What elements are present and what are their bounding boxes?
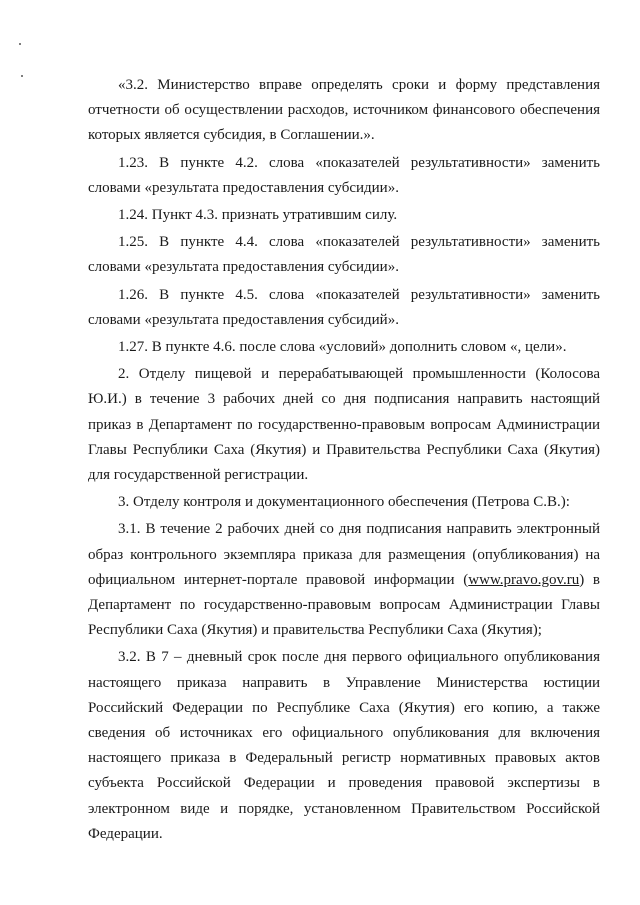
paragraph-1-27: 1.27. В пункте 4.6. после слова «условий» дополнить словом «, цели».: [118, 339, 567, 356]
paragraph-2: 2. Отделу пищевой и перерабатывающей промышленности (Колосова Ю.И.) в течение 3 рабочих дней со дня подписания направить настоящий приказ в Департамент по государственно-правовым вопросам Администрации Главы Республики Саха (Якутия) и Правительства Республики Саха (Якутия) для государственной регистрации.: [88, 366, 600, 484]
scan-speck: [21, 75, 23, 77]
paragraph-3-1: [88, 517, 600, 643]
pravo-gov-link[interactable]: www.pravo.gov.ru: [468, 571, 580, 588]
paragraph-3-1-after: ) в Департамент по государственно-правовым вопросам Администрации Главы Республики Саха (Якутия) и правительства Республики Саха (Якутия);: [88, 571, 601, 639]
paragraph-1-26: 1.26. В пункте 4.5. слова «показателей результативности» заменить словами «результата предоставления субсидий».: [88, 286, 600, 328]
scan-speck: [19, 43, 21, 45]
paragraph-1-24: 1.24. Пункт 4.3. признать утратившим силу.: [118, 207, 398, 224]
paragraph-3-2: 3.2. В 7 – дневный срок после дня первого официального опубликования настоящего приказа направить в Управление Министерства юстиции Российский Федерации по Республике Саха (Якутия) его копию, а также сведения об источниках его официального опубликования для включения настоящего приказа в Федеральный регистр нормативных правовых актов субъекта Российской Федерации и проведения правовой экспертизы в электронном виде и порядке, установленном Правительством Российской Федерации.: [88, 649, 600, 842]
paragraph-1-23: 1.23. В пункте 4.2. слова «показателей результативности» заменить словами «результата предоставления субсидии».: [88, 154, 600, 196]
paragraph-3: 3. Отделу контроля и документационного обеспечения (Петрова С.В.):: [118, 494, 570, 511]
paragraph-3-1-before: 3.1. В течение 2 рабочих дней со дня подписания направить электронный образ контрольного экземпляра приказа для размещения (опубликования) на официальном интернет-портале правовой информации (: [88, 521, 600, 588]
paragraph-1-25: 1.25. В пункте 4.4. слова «показателей результативности» заменить словами «результата предоставления субсидии».: [88, 234, 600, 276]
paragraph-3-2-quote: «3.2. Министерство вправе определять сроки и форму представления отчетности об осуществлении расходов, источником финансового обеспечения которых является субсидия, в Соглашении.».: [88, 77, 600, 144]
document-page: [88, 73, 600, 847]
